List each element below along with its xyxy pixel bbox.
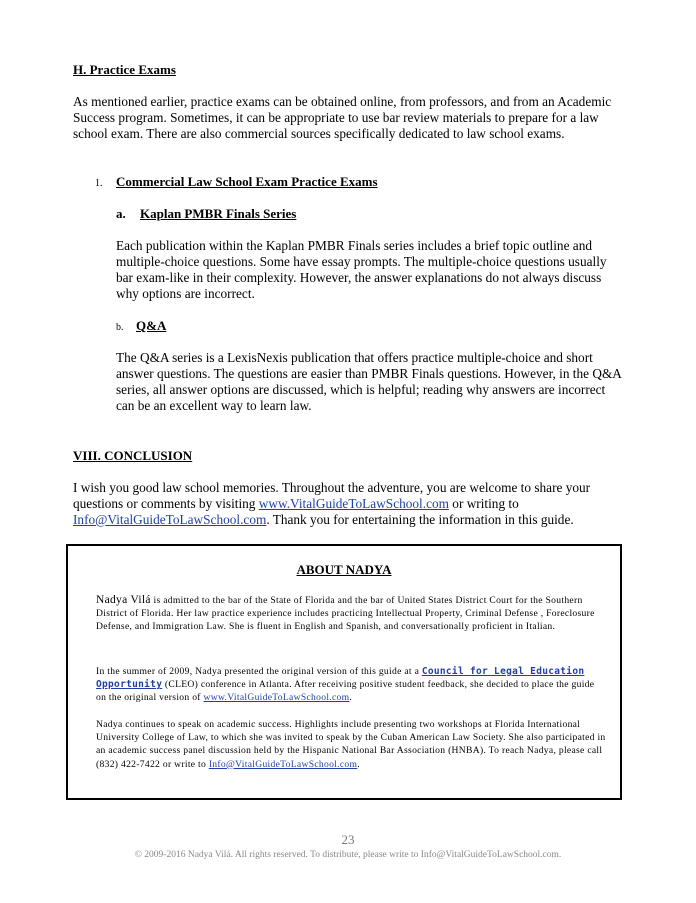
sub-b-letter: b. [116, 322, 124, 333]
about-title: ABOUT NADYA [296, 562, 392, 577]
sub-a-text: Each publication within the Kaplan PMBR Finals series includes a brief topic outline and multiple-choice questions. Some have essay prompts. The multiple-choice questions usually bar exam-like in their complexity. However, the answer explanations do not always discuss why options are incorrect. [116, 238, 607, 301]
sub-a-heading: Kaplan PMBR Finals Series [140, 206, 297, 221]
conclusion-heading: VIII. CONCLUSION [73, 448, 193, 463]
section-h-heading: H. Practice Exams [73, 62, 176, 77]
item1-heading: Commercial Law School Exam Practice Exams [116, 174, 378, 189]
about-paragraph-3: Nadya continues to speak on academic success. Highlights include presenting two workshops at Florida International University College of Law, to which she was invited to speak by the Cuban American Law Society. She also participated in an academic success panel discussion held by the Hispanic National Bar Association (HNBA). To reach Nadya, please call (832) 422-7422 or write to Info@VitalGuideToLawSchool.com. [96, 719, 606, 770]
page-number: 23 [341, 832, 355, 847]
sub-a-letter: a. [116, 206, 126, 221]
cleo-link[interactable]: Council for Legal Education Opportunity [96, 666, 585, 691]
about-paragraph-2: In the summer of 2009, Nadya presented the original version of this guide at a Council for Legal Education Opportunity (CLEO) conference in Atlanta. After receiving positive student feedback, she decided to place the guide on the original version of www.VitalGuideToLawSchool.com. [96, 666, 595, 704]
about-nadya-box [66, 544, 622, 800]
sub-b-heading: Q&A [136, 318, 167, 333]
website-link[interactable]: www.VitalGuideToLawSchool.com [258, 496, 449, 511]
conclusion-text: I wish you good law school memories. Throughout the adventure, you are welcome to share your questions or comments by visiting www.VitalGuideToLawSchool.com or writing to Info@VitalGuideToLawSchool.com. Thank you for entertaining the information in this guide. [73, 480, 591, 527]
about-paragraph-1: Nadya Vilá is admitted to the bar of the State of Florida and the bar of United States District Court for the Southern District of Florida. Her law practice experience includes practicing Intellectual Property, Criminal Defense , Foreclosure Defense, and Immigration Law. She is fluent in English and Spanish, and conversationally proficient in Italian. [96, 594, 595, 633]
section-h-intro: As mentioned earlier, practice exams can be obtained online, from professors, and from an Academic Success program. Sometimes, it can be appropriate to use bar review materials to prepare for a law school exam. There are also commercial sources specifically dedicated to law school exams. [73, 94, 612, 141]
email-link[interactable]: Info@VitalGuideToLawSchool.com [73, 512, 267, 527]
about-website-link[interactable]: www.VitalGuideToLawSchool.com [203, 692, 350, 704]
copyright-footer: © 2009-2016 Nadya Vilá. All rights reserved. To distribute, please write to Info@VitalGuideToLawSchool.com. [134, 850, 562, 860]
sub-b-text: The Q&A series is a LexisNexis publication that offers practice multiple-choice and short answer questions. The questions are easier than PMBR Finals questions. However, in the Q&A series, all answer options are discussed, which is helpful; reading why answers are incorrect can be an excellent way to learn law. [116, 350, 622, 413]
about-email-link[interactable]: Info@VitalGuideToLawSchool.com [208, 758, 358, 770]
item1-number: 1. [95, 178, 103, 189]
